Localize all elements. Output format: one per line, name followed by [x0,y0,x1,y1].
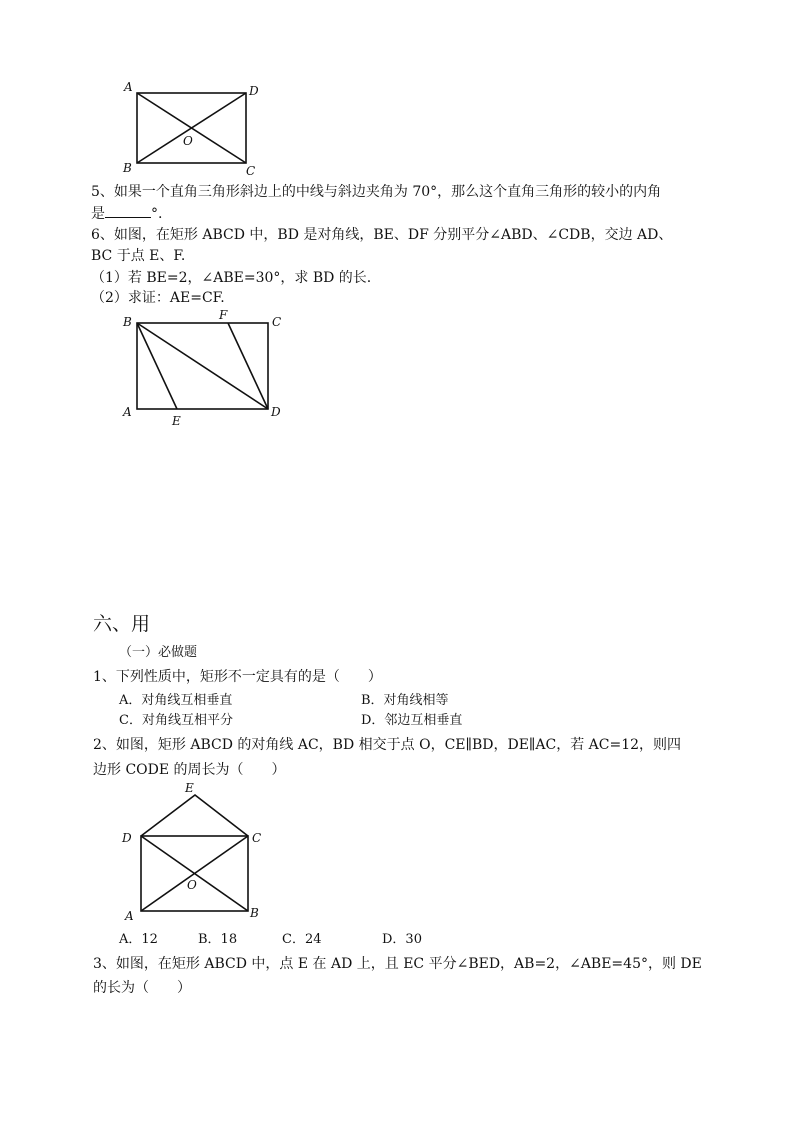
section-title: 六、用 [93,613,151,635]
p1-option-b: B．对角线相等 [361,693,449,708]
fig2-label-c: C [272,315,282,329]
p2-option-b: B．18 [198,932,238,947]
p2-option-a: A．12 [119,932,158,947]
fig1-label-b: B [123,161,132,175]
p2-option-d: D．30 [382,932,422,947]
q5-prefix: 是 [91,206,105,222]
q5-stem-line1: 5、如果一个直角三角形斜边上的中线与斜边夹角为 70°，那么这个直角三角形的较小的内角 [91,184,662,200]
fig2-segment-fd [228,323,268,409]
section-subtitle: （一）必做题 [119,645,198,660]
p3-stem-line1: 3、如图，在矩形 ABCD 中，点 E 在 AD 上，且 EC 平分∠BED，AB=2，∠ABE=45°，则 DE [93,956,702,972]
fig3-label-e: E [185,781,194,795]
fig3-label-o: O [187,878,197,892]
fig1-rectangle [137,93,246,163]
fig1-diagonal-ac [137,93,246,163]
q5-answer-blank [105,203,151,218]
q6-part1: （1）若 BE=2，∠ABE=30°，求 BD 的长. [91,270,372,286]
p2-stem-line1: 2、如图，矩形 ABCD 的对角线 AC，BD 相交于点 O，CE∥BD，DE∥AC，若 AC=12，则四 [93,737,682,753]
fig3-label-a: A [125,909,134,923]
fig2-label-b: B [123,315,132,329]
fig1-diagonal-bd [137,93,246,163]
fig3-label-b: B [250,906,259,920]
fig1-label-a: A [124,80,133,94]
fig3-rectangle [141,836,248,911]
fig3-segments-de-ec [141,795,248,836]
p1-option-d: D．邻边互相垂直 [361,713,463,728]
fig3-label-c: C [252,831,262,845]
fig2-label-f: F [219,308,228,322]
fig3-diagonal-ac [141,836,248,911]
fig3-diagonal-bd [141,836,248,911]
p3-stem-line2: 的长为（ ） [93,980,191,996]
p2-stem-line2: 边形 CODE 的周长为（ ） [93,762,286,778]
fig2-segment-be [137,323,177,409]
q5-stem-line2 [91,203,162,224]
q5-suffix: °. [151,206,163,222]
q6-stem-line2: BC 于点 E、F. [91,248,186,264]
fig1-label-d: D [249,84,259,98]
fig2-label-a: A [123,405,132,419]
fig2-diagonal-bd [137,323,268,409]
q6-stem-line1: 6、如图，在矩形 ABCD 中，BD 是对角线，BE、DF 分别平分∠ABD、∠CDB，交边 AD、 [91,227,673,243]
p1-stem: 1、下列性质中，矩形不一定具有的是（ ） [93,669,382,685]
fig2-label-e: E [172,414,181,428]
p2-option-c: C．24 [282,932,322,947]
fig1-label-o: O [183,134,193,148]
p1-option-a: A．对角线互相垂直 [119,693,233,708]
fig2-label-d: D [271,405,281,419]
fig3-label-d: D [122,831,132,845]
fig2-rectangle [137,323,268,409]
p1-option-c: C．对角线互相平分 [119,713,233,728]
q6-part2: （2）求证：AE=CF. [91,290,225,306]
fig1-label-c: C [246,164,256,178]
